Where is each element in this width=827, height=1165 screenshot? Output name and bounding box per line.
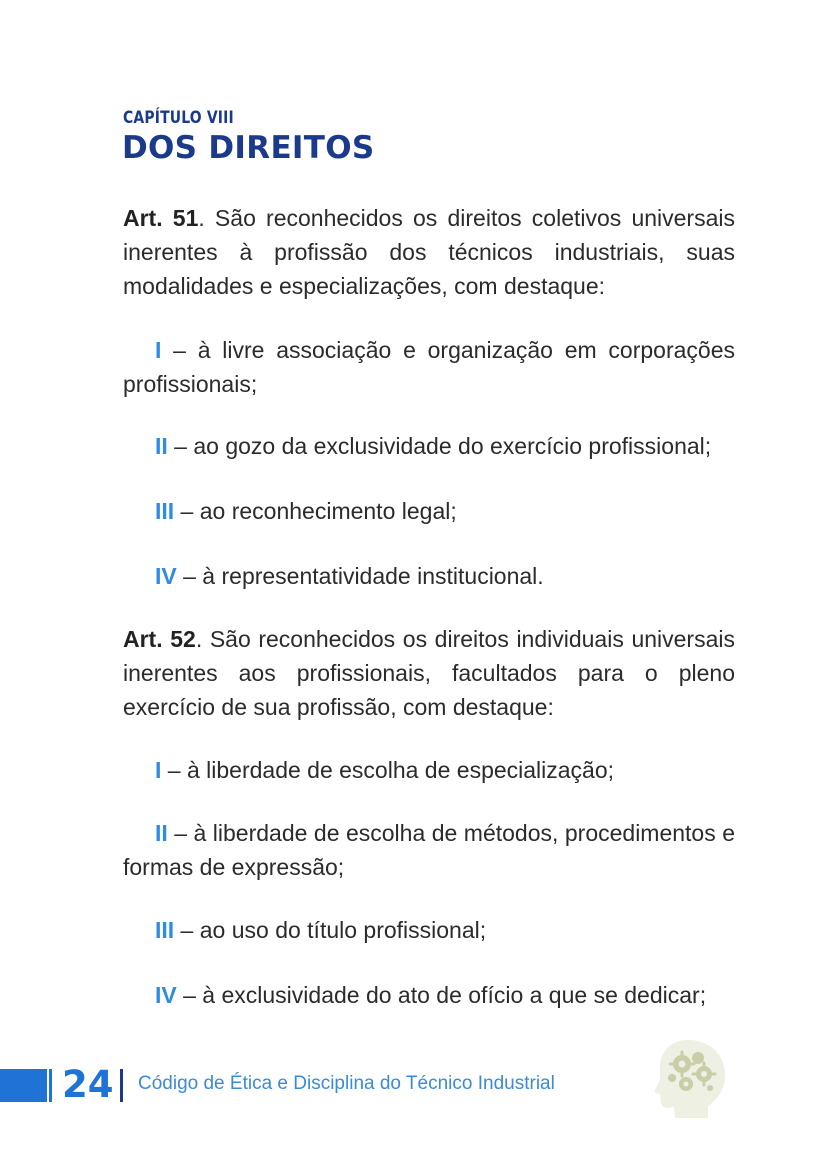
chapter-title: DOS DIREITOS — [122, 130, 375, 166]
chapter-label: CAPÍTULO VIII — [123, 108, 234, 128]
article-52-text: . São reconhecidos os direitos individuais universais inerentes aos profissionais, facultados para o pleno exercício de sua profissão, com destaque: — [123, 626, 735, 720]
item-numeral: IV — [155, 563, 177, 589]
article-51-item-1 — [123, 333, 735, 401]
item-text: – ao gozo da exclusividade do exercício profissional; — [167, 433, 712, 459]
item-text: – à representatividade institucional. — [176, 563, 544, 589]
item-text: – à liberdade de escolha de especialização; — [161, 757, 615, 783]
item-numeral: II — [155, 433, 168, 459]
article-52-item-4 — [123, 978, 735, 1012]
head-gears-icon — [652, 1036, 732, 1122]
article-51-item-3 — [123, 494, 735, 528]
article-51-item-4 — [123, 559, 735, 593]
footer-document-title: Código de Ética e Disciplina do Técnico Industrial — [138, 1073, 555, 1094]
item-numeral: III — [155, 498, 175, 524]
page-number: 24 — [62, 1063, 114, 1106]
item-text: – ao reconhecimento legal; — [174, 498, 457, 524]
item-numeral: I — [155, 757, 162, 783]
article-52-paragraph — [123, 622, 735, 724]
item-text: – à liberdade de escolha de métodos, procedimentos e formas de expressão; — [123, 820, 735, 880]
item-text: – à livre associação e organização em corporações profissionais; — [123, 337, 735, 397]
article-51-paragraph — [123, 201, 735, 303]
item-numeral: I — [155, 337, 162, 363]
item-text: – à exclusividade do ato de ofício a que se dedicar; — [176, 982, 707, 1008]
article-51-item-2 — [123, 429, 735, 463]
item-text: – ao uso do título profissional; — [174, 917, 487, 943]
article-52-item-3 — [123, 913, 735, 947]
article-51-text: . São reconhecidos os direitos coletivos universais inerentes à profissão dos técnicos industriais, suas modalidades e especializações, com destaque: — [123, 205, 735, 299]
footer-divider — [49, 1069, 52, 1102]
article-52-item-1 — [123, 753, 735, 787]
article-51-label: Art. 51 — [123, 205, 199, 231]
footer-accent-bar — [0, 1069, 47, 1102]
item-numeral: II — [155, 820, 168, 846]
footer-divider — [120, 1069, 123, 1102]
item-numeral: IV — [155, 982, 177, 1008]
article-52-label: Art. 52 — [123, 626, 196, 652]
article-52-item-2 — [123, 816, 735, 884]
item-numeral: III — [155, 917, 175, 943]
